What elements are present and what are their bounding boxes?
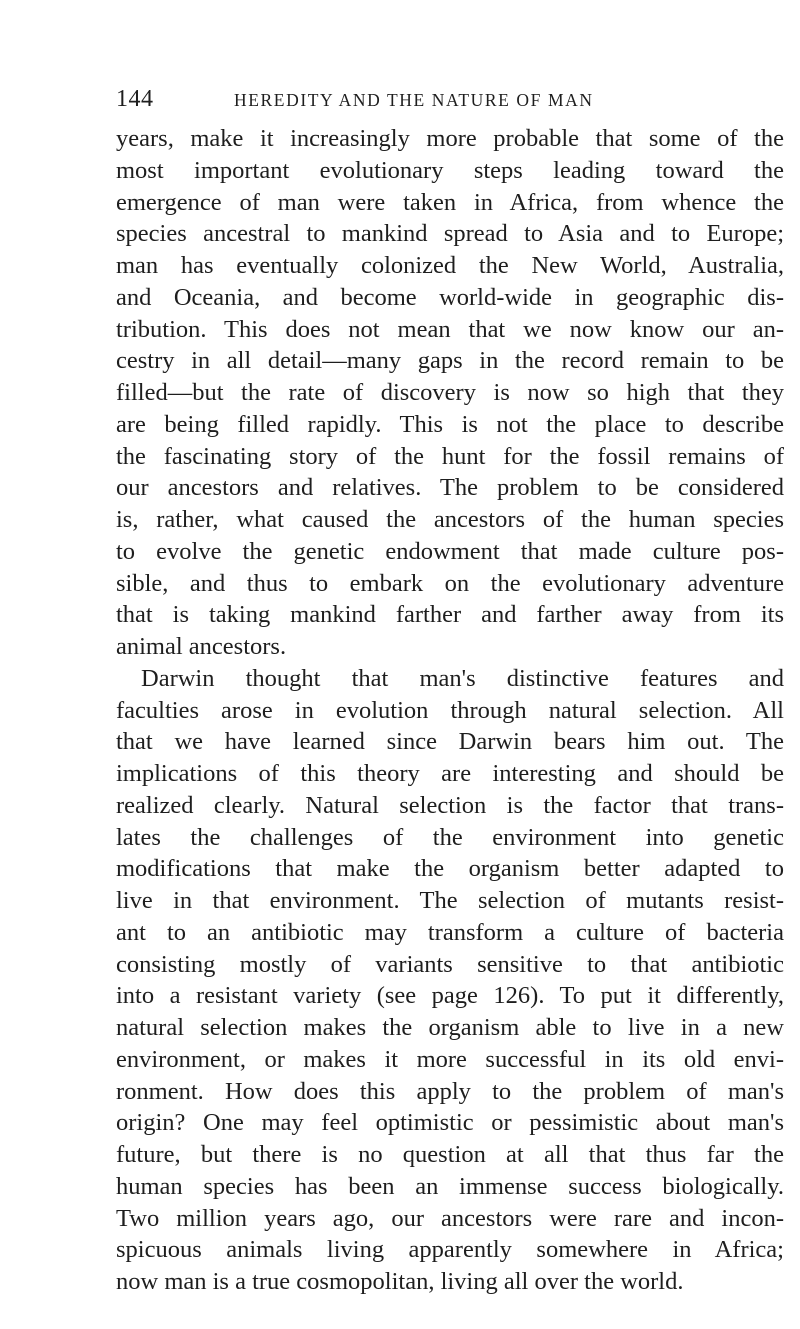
text-line: animal ancestors. <box>116 633 287 660</box>
text-line: our ancestors and relatives. The problem to be considered <box>116 474 784 502</box>
body-text <box>116 123 784 1298</box>
text-line: implications of this theory are interesting and should be <box>116 760 784 787</box>
text-line: years, make it increasingly more probable that some of the <box>116 125 784 152</box>
text-line: faculties arose in evolution through natural selection. All <box>116 696 784 724</box>
text-line: modifications that make the organism better adapted to <box>116 855 784 883</box>
text-line: are being filled rapidly. This is not the place to describe <box>116 410 784 438</box>
text-line: man has eventually colonized the New World, Australia, <box>116 252 784 279</box>
text-line: Two million years ago, our ancestors were rare and incon- <box>116 1204 784 1232</box>
text-line: natural selection makes the organism able to live in a new <box>116 1014 784 1041</box>
text-line: sible, and thus to embark on the evolutionary adventure <box>116 569 784 597</box>
text-line: tribution. This does not mean that we now know our an- <box>116 315 784 343</box>
text-line: the fascinating story of the hunt for the fossil remains of <box>116 442 784 470</box>
text-line: future, but there is no question at all that thus far the <box>116 1141 784 1168</box>
text-line: human species has been an immense success biologically. <box>116 1172 784 1200</box>
text-line: into a resistant variety (see page 126). To put it differently, <box>116 982 784 1010</box>
text-line: emergence of man were taken in Africa, from whence the <box>116 188 784 216</box>
text-line: cestry in all detail—many gaps in the record remain to be <box>116 347 784 375</box>
text-line: spicuous animals living apparently somewhere in Africa; <box>116 1236 784 1264</box>
running-title: HEREDITY AND THE NATURE OF MAN <box>234 90 594 110</box>
text-line: Darwin thought that man's distinctive features and <box>141 664 784 692</box>
text-line: lates the challenges of the environment into genetic <box>116 823 784 851</box>
text-line: species ancestral to mankind spread to Asia and to Europe; <box>116 220 784 248</box>
text-line: now man is a true cosmopolitan, living all over the world. <box>116 1268 684 1295</box>
page-number: 144 <box>116 86 154 112</box>
text-line: realized clearly. Natural selection is the factor that trans- <box>116 791 784 819</box>
text-line: and Oceania, and become world-wide in geographic dis- <box>116 283 784 311</box>
text-line: consisting mostly of variants sensitive to that antibiotic <box>116 950 784 978</box>
text-line: ronment. How does this apply to the problem of man's <box>116 1077 784 1105</box>
text-line: is, rather, what caused the ancestors of the human species <box>116 506 784 533</box>
text-line: live in that environment. The selection of mutants resist- <box>116 887 784 914</box>
text-line: filled—but the rate of discovery is now so high that they <box>116 379 784 406</box>
text-line: that is taking mankind farther and farther away from its <box>116 601 784 629</box>
text-line: ant to an antibiotic may transform a culture of bacteria <box>116 918 784 946</box>
text-line: origin? One may feel optimistic or pessimistic about man's <box>116 1109 784 1137</box>
running-head <box>116 86 716 118</box>
text-line: to evolve the genetic endowment that made culture pos- <box>116 537 784 565</box>
paragraph-1 <box>116 123 784 663</box>
text-line: that we have learned since Darwin bears him out. The <box>116 728 784 756</box>
text-line: environment, or makes it more successful in its old envi- <box>116 1045 784 1073</box>
text-line: most important evolutionary steps leading toward the <box>116 156 784 184</box>
paragraph-2 <box>116 663 784 1298</box>
